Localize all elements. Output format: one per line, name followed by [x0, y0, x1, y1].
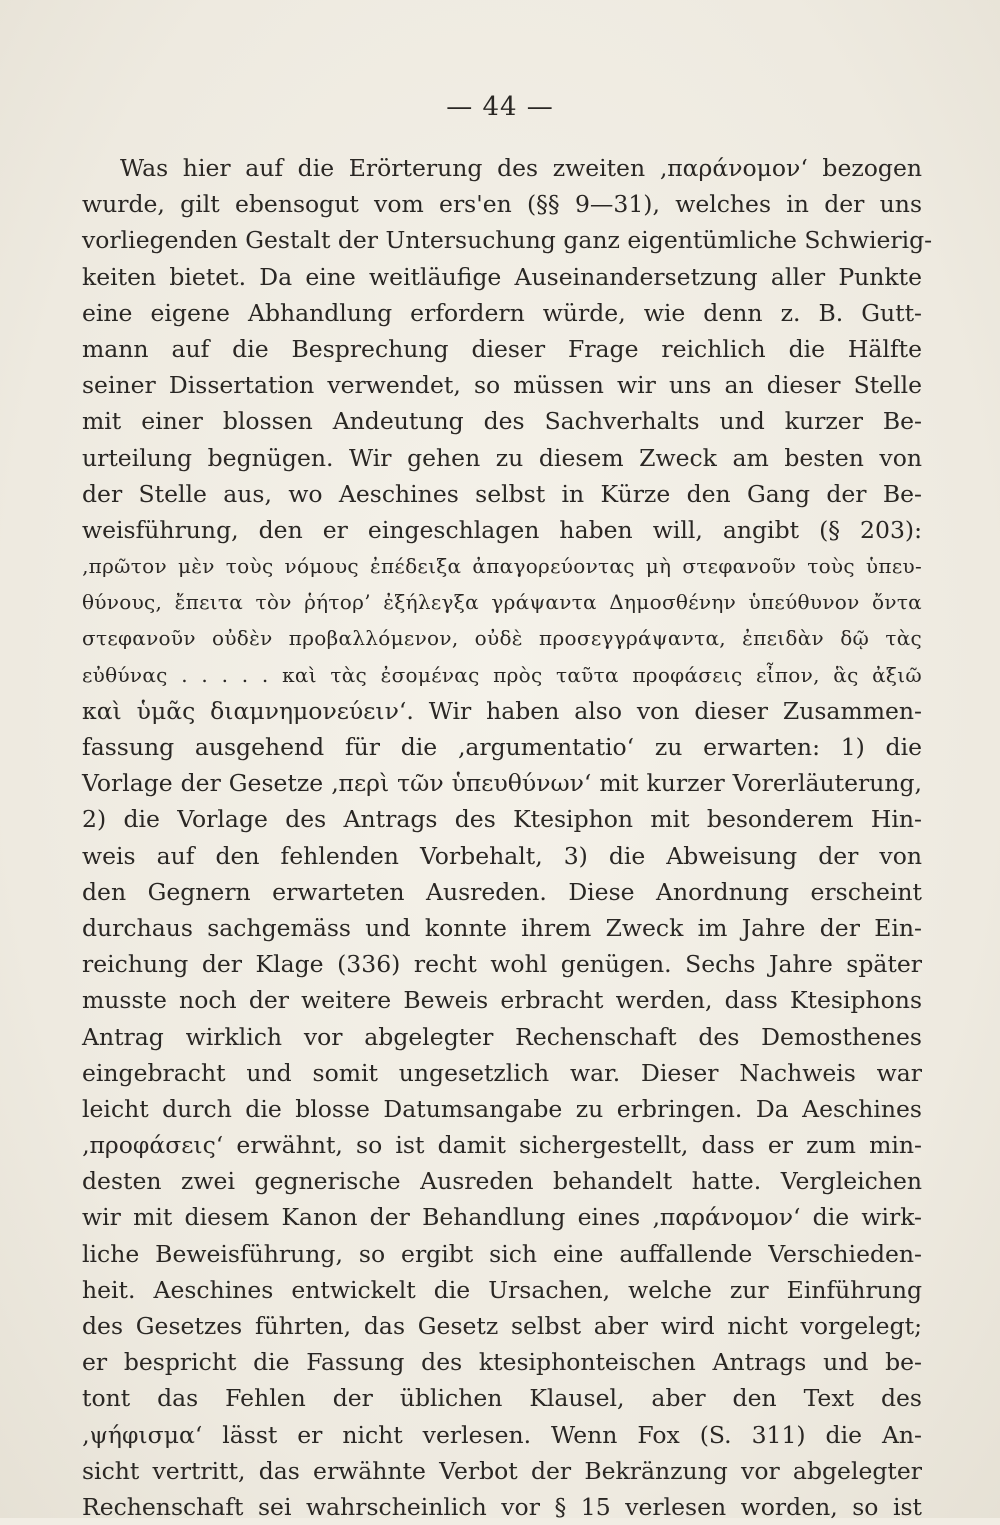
text-line: ‚πρῶτον μὲν τοὺς νόμους ἐπέδειξα ἀπαγορεύοντας μὴ στεφανοῦν τοὺς ὑπευ- [82, 554, 922, 579]
text-line: mit einer blossen Andeutung des Sachverhalts und kurzer Be- [82, 407, 922, 436]
text-line: keiten bietet. Da eine weitläufige Auseinandersetzung aller Punkte [82, 262, 922, 291]
text-line: sicht vertritt, das erwähnte Verbot der Bekränzung vor abgelegter [82, 1456, 922, 1485]
body-text [82, 150, 933, 1525]
text-line: heit. Aeschines entwickelt die Ursachen, welche zur Einführung [82, 1275, 922, 1304]
text-line: eine eigene Abhandlung erfordern würde, wie denn z. B. Gutt- [82, 298, 922, 327]
text-line: urteilung begnügen. Wir gehen zu diesem Zweck am besten von [82, 443, 922, 472]
text-line: ‚προφάσεις‘ erwähnt, so ist damit sichergestellt, dass er zum min- [82, 1131, 922, 1160]
text-line: wir mit diesem Kanon der Behandlung eines ‚παράνομον‘ die wirk- [82, 1203, 922, 1232]
text-line: tont das Fehlen der üblichen Klausel, aber den Text des [82, 1384, 922, 1413]
text-line: 2) die Vorlage des Antrags des Ktesiphon mit besonderem Hin- [82, 805, 922, 834]
text-line: Rechenschaft sei wahrscheinlich vor § 15 verlesen worden, so ist [82, 1492, 922, 1521]
text-line: Vorlage der Gesetze ‚περὶ τῶν ὑπευθύνων‘ mit kurzer Vorerläuterung, [82, 769, 922, 798]
text-line: weis auf den fehlenden Vorbehalt, 3) die Abweisung der von [82, 841, 922, 870]
text-line: liche Beweisführung, so ergibt sich eine auffallende Verschieden- [82, 1239, 922, 1268]
text-line: der Stelle aus, wo Aeschines selbst in Kürze den Gang der Be- [82, 479, 922, 508]
text-line: durchaus sachgemäss und konnte ihrem Zweck im Jahre der Ein- [82, 913, 922, 942]
text-line: seiner Dissertation verwendet, so müssen wir uns an dieser Stelle [82, 371, 922, 400]
text-line: vorliegenden Gestalt der Untersuchung ganz eigentümliche Schwierig- [82, 226, 933, 255]
text-line: eingebracht und somit ungesetzlich war. Dieser Nachweis war [82, 1058, 922, 1087]
text-line: εὐθύνας . . . . . καὶ τὰς ἐσομένας πρὸς ταῦτα προφάσεις εἶπον, ἃς ἀξιῶ [82, 662, 922, 687]
page-number: — 44 — [446, 92, 554, 122]
text-line: musste noch der weitere Beweis erbracht werden, dass Ktesiphons [82, 986, 922, 1015]
text-line: στεφανοῦν οὐδὲν προβαλλόμενον, οὐδὲ προσεγγράψαντα, ἐπειδὰν δῷ τὰς [82, 626, 922, 651]
text-line: fassung ausgehend für die ‚argumentatio‘ zu erwarten: 1) die [82, 733, 922, 761]
text-line: θύνους, ἔπειτα τὸν ῥήτορ’ ἐξήλεγξα γράψαντα Δημοσθένην ὑπεύθυνον ὄντα [82, 590, 922, 615]
text-line: Was hier auf die Erörterung des zweiten ‚παράνομον‘ bezogen [120, 154, 922, 182]
text-line: den Gegnern erwarteten Ausreden. Diese Anordnung erscheint [82, 877, 922, 906]
text-line: weisführung, den er eingeschlagen haben will, angibt (§ 203): [82, 515, 922, 544]
text-line: desten zwei gegnerische Ausreden behandelt hatte. Vergleichen [82, 1167, 922, 1196]
text-line: ‚ψήφισμα‘ lässt er nicht verlesen. Wenn Fox (S. 311) die An- [82, 1420, 922, 1449]
text-line: καὶ ὑμᾶς διαμνημονεύειν‘. Wir haben also von dieser Zusammen- [82, 696, 922, 725]
text-line: reichung der Klage (336) recht wohl genügen. Sechs Jahre später [82, 950, 922, 979]
text-line: Antrag wirklich vor abgelegter Rechenschaft des Demosthenes [82, 1022, 922, 1051]
text-line: leicht durch die blosse Datumsangabe zu erbringen. Da Aeschines [82, 1094, 922, 1123]
text-line: des Gesetzes führten, das Gesetz selbst aber wird nicht vorgelegt; [82, 1312, 922, 1340]
text-line: er bespricht die Fassung des ktesiphonteischen Antrags und be- [82, 1348, 922, 1377]
text-line: mann auf die Besprechung dieser Frage reichlich die Hälfte [82, 334, 922, 363]
text-line: wurde, gilt ebensogut vom ers'en (§§ 9—31), welches in der uns [82, 190, 922, 219]
